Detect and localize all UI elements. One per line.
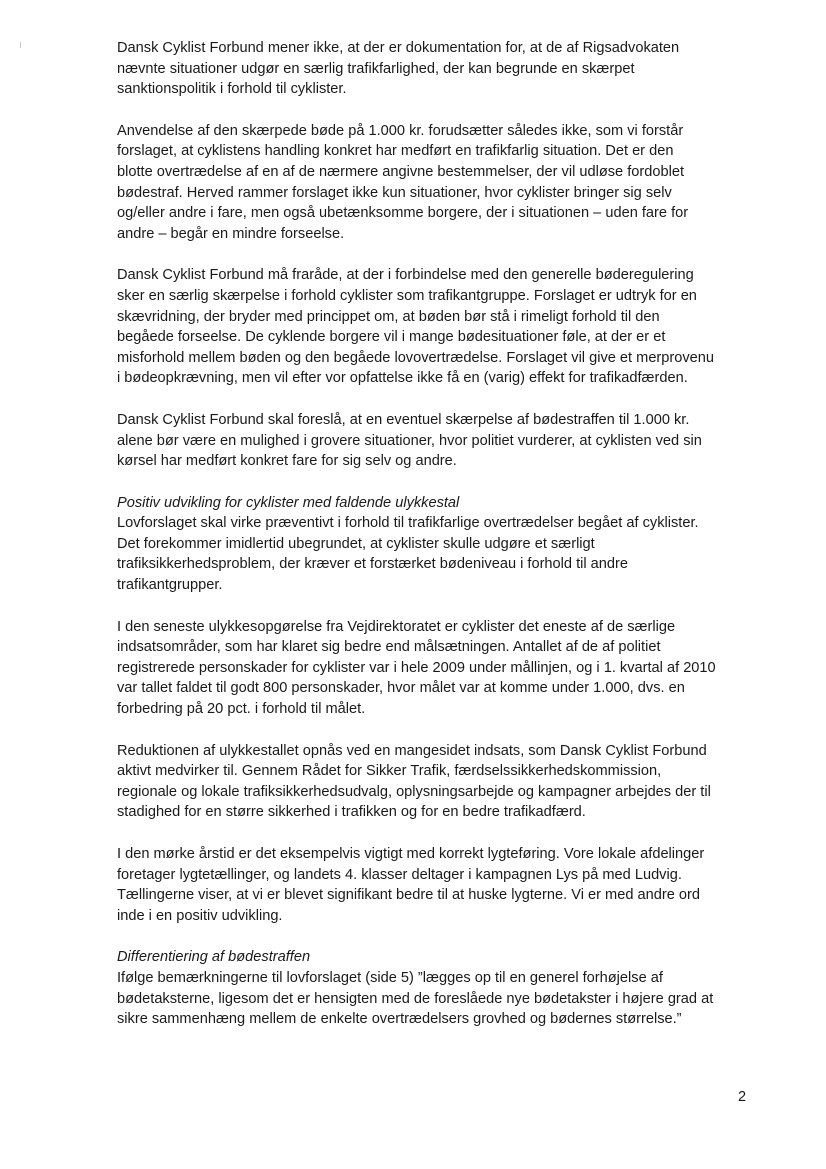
paragraph xyxy=(117,617,757,720)
text-line: indsatsområder, som har klaret sig bedre end målsætningen. Antallet af de af politiet xyxy=(117,639,661,656)
text-line: registrerede personskader for cyklister var i hele 2009 under mållinjen, og i 1. kvartal af 2010 xyxy=(117,659,716,676)
text-line: Reduktionen af ulykkestallet opnås ved en mangesidet indsats, som Dansk Cyklist Forbund xyxy=(117,742,707,759)
text-line: bødestraf. Herved rammer forslaget ikke kun situationer, hvor cyklister bringer sig selv xyxy=(117,184,672,201)
text-line: trafikantgrupper. xyxy=(117,577,223,594)
paragraph xyxy=(117,410,757,472)
text-line: alene bør være en mulighed i grovere situationer, hvor politiet vurderer, at cyklisten ved sin xyxy=(117,432,702,449)
text-line: Lovforslaget skal virke præventivt i forhold til trafikfarlige overtrædelser begået af cyklister. xyxy=(117,515,699,532)
paragraph-gap xyxy=(117,720,757,741)
text-line: og/eller andre i fare, men også ubetænksomme borgere, der i situationen – uden fare for xyxy=(117,205,689,222)
paragraph-gap xyxy=(117,823,757,844)
text-line: Dansk Cyklist Forbund skal foreslå, at en eventuel skærpelse af bødestraffen til 1.000 kr. xyxy=(117,411,690,428)
paragraph xyxy=(117,947,757,1029)
text-line: var tallet faldet til godt 800 personskader, hvor målet var at komme under 1.000, dvs. en xyxy=(117,680,685,697)
paragraph-gap xyxy=(117,244,757,265)
text-line: regionale og lokale trafiksikkerhedsudvalg, oplysningsarbejde og kampagner arbejdes der til xyxy=(117,783,711,800)
paragraph xyxy=(117,38,757,100)
text-line: I den seneste ulykkesopgørelse fra Vejdirektoratet er cyklister det eneste af de særlige xyxy=(117,618,676,635)
text-line: sanktionspolitik i forhold til cyklister. xyxy=(117,81,347,98)
paragraph xyxy=(117,121,757,245)
paragraph-gap xyxy=(117,100,757,121)
paragraph-gap xyxy=(117,596,757,617)
text-line: bødetaksterne, ligesom det er hensigten med de foreslåede nye bødetakster i højere grad at xyxy=(117,990,714,1007)
text-line: Tællingerne viser, at vi er blevet signifikant bedre til at huske lygterne. Vi er med andre ord xyxy=(117,887,700,904)
text-line: aktivt medvirker til. Gennem Rådet for Sikker Trafik, færdselssikkerhedskommission, xyxy=(117,763,662,780)
text-line: trafiksikkerhedsproblem, der kræver et forstærket bødeniveau i forhold til andre xyxy=(117,556,629,573)
text-line: stadighed for en større sikkerhed i trafikken og for en bedre trafikadfærd. xyxy=(117,804,586,821)
paragraph xyxy=(117,741,757,823)
page-number: 2 xyxy=(738,1089,747,1105)
text-line: nævnte situationer udgør en særlig trafikfarlighed, der kan begrunde en skærpet xyxy=(117,60,635,77)
section-heading: Differentiering af bødestraffen xyxy=(117,949,311,966)
text-line: foretager lygtetællinger, og landets 4. klasser deltager i kampagnen Lys på med Ludvig. xyxy=(117,866,682,883)
paragraph-gap xyxy=(117,472,757,493)
paragraph-gap xyxy=(117,926,757,947)
text-line: misforhold mellem bøden og den begåede lovovertrædelse. Forslaget vil give et merprovenu xyxy=(117,349,715,366)
paragraph xyxy=(117,265,757,389)
text-line: i bødeopkrævning, men vil efter vor opfattelse ikke få en (varig) effekt for trafikadfærden. xyxy=(117,370,688,387)
text-line: inde i en positiv udvikling. xyxy=(117,907,283,924)
text-line: skævridning, der bryder med princippet om, at bøden bør stå i rimeligt forhold til den xyxy=(117,308,660,325)
paragraph-gap xyxy=(117,389,757,410)
text-line: sikre sammenhæng mellem de enkelte overtrædelsers grovhed og bødernes størrelse.” xyxy=(117,1011,682,1028)
scan-artifact xyxy=(20,42,21,48)
paragraph xyxy=(117,844,757,926)
text-line: forbedring på 20 pct. i forhold til målet. xyxy=(117,701,366,718)
text-line: forslaget, at cyklistens handling konkret har medført en trafikfarlig situation. Det er den xyxy=(117,143,674,160)
section-heading: Positiv udvikling for cyklister med faldende ulykkestal xyxy=(117,494,460,511)
text-line: Dansk Cyklist Forbund mener ikke, at der er dokumentation for, at de af Rigsadvokaten xyxy=(117,40,680,56)
text-line: Det forekommer imidlertid ubegrundet, at cyklister skulle udgøre et særligt xyxy=(117,535,595,552)
paragraph xyxy=(117,493,757,596)
text-line: blotte overtrædelse af en af de nærmere angivne bestemmelser, der vil udløse fordoblet xyxy=(117,163,685,180)
text-line: begåede forseelse. De cyklende borgere vil i mange bødesituationer føle, at der er et xyxy=(117,329,666,346)
text-line: I den mørke årstid er det eksempelvis vigtigt med korrekt lygteføring. Vore lokale afdelinger xyxy=(117,846,705,862)
text-line: kørsel har medført konkret fare for sig selv og andre. xyxy=(117,453,457,470)
text-line: Ifølge bemærkningerne til lovforslaget (side 5) ”lægges op til en generel forhøjelse af xyxy=(117,969,663,986)
text-line: sker en særlig skærpelse i forhold cyklister som trafikantgruppe. Forslaget er udtryk for en xyxy=(117,287,697,304)
document-body xyxy=(117,38,757,1030)
text-line: Anvendelse af den skærpede bøde på 1.000 kr. forudsætter således ikke, som vi forstår xyxy=(117,122,684,139)
text-line: Dansk Cyklist Forbund må fraråde, at der i forbindelse med den generelle bøderegulering xyxy=(117,267,694,284)
text-line: andre – begår en mindre forseelse. xyxy=(117,225,345,242)
